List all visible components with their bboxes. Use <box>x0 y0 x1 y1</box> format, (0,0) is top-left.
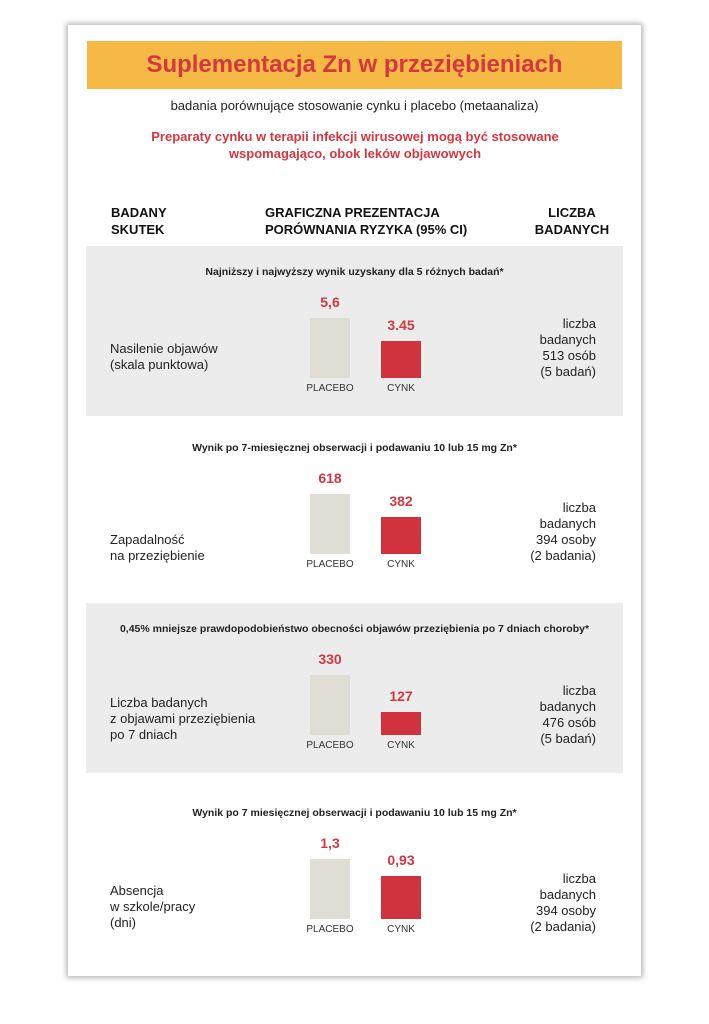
column-header-count <box>527 204 617 238</box>
page-subtitle: badania porównujące stosowanie cynku i placebo (metaanaliza) <box>170 98 539 113</box>
cynk-bar <box>381 517 421 554</box>
cynk-value-label: 127 <box>389 688 413 704</box>
count-label: liczba badanych 394 osoby (2 badania) <box>530 871 596 934</box>
row-header: Najniższy i najwyższy wynik uzyskany dla 5 różnych badań* <box>205 266 504 278</box>
placebo-bar <box>310 675 350 735</box>
count-label: liczba badanych 513 osób (5 badań) <box>539 316 596 379</box>
info-note <box>110 128 600 162</box>
effect-label: Nasilenie objawów (skala punktowa) <box>110 341 218 372</box>
cynk-value-label: 382 <box>389 493 413 509</box>
row-header: Wynik po 7-miesięcznej obserwacji i podawaniu 10 lub 15 mg Zn* <box>192 442 517 454</box>
count-label: liczba badanych 394 osoby (2 badania) <box>530 500 596 563</box>
column-header-count-line1: LICZBA <box>548 205 596 220</box>
placebo-value-label: 330 <box>318 651 342 667</box>
placebo-category-label: PLACEBO <box>306 740 354 751</box>
cynk-value-label: 0,93 <box>387 852 415 868</box>
row-header: Wynik po 7 miesięcznej obserwacji i podawaniu 10 lub 15 mg Zn* <box>192 807 517 819</box>
cynk-bar <box>381 341 421 378</box>
effect-label: Absencja w szkole/pracy (dni) <box>110 883 196 930</box>
count-label: liczba badanych 476 osób (5 badań) <box>539 683 596 746</box>
column-header-graphic-line2: PORÓWNANIA RYZYKA (95% CI) <box>265 222 468 237</box>
placebo-bar <box>310 494 350 554</box>
placebo-bar <box>310 859 350 919</box>
column-header-effect-line1: BADANY <box>111 205 167 220</box>
cynk-bar <box>381 712 421 735</box>
effect-label: Liczba badanych z objawami przeziębienia po 7 dniach <box>110 695 256 742</box>
placebo-bar <box>310 318 350 378</box>
page-title: Suplementacja Zn w przeziębieniach <box>146 51 563 78</box>
cynk-category-label: CYNK <box>387 383 415 394</box>
cynk-category-label: CYNK <box>387 559 415 570</box>
column-header-graphic <box>265 204 467 238</box>
info-note-line2: wspomagająco, obok leków objawowych <box>228 146 482 161</box>
cynk-category-label: CYNK <box>387 924 415 935</box>
column-header-effect-line2: SKUTEK <box>111 222 165 237</box>
placebo-category-label: PLACEBO <box>306 383 354 394</box>
placebo-value-label: 618 <box>318 470 342 486</box>
column-header-count-line2: BADANYCH <box>534 222 610 237</box>
placebo-value-label: 1,3 <box>320 835 340 851</box>
column-header-effect <box>111 204 167 238</box>
placebo-value-label: 5,6 <box>320 294 340 310</box>
cynk-bar <box>381 876 421 919</box>
cynk-category-label: CYNK <box>387 740 415 751</box>
row-header: 0,45% mniejsze prawdopodobieństwo obecności objawów przeziębienia po 7 dniach choroby* <box>119 623 590 635</box>
cynk-value-label: 3.45 <box>387 317 415 333</box>
column-header-graphic-line1: GRAFICZNA PREZENTACJA <box>265 205 440 220</box>
placebo-category-label: PLACEBO <box>306 559 354 570</box>
info-note-line1: Preparaty cynku w terapii infekcji wirusowej mogą być stosowane <box>151 129 559 144</box>
placebo-category-label: PLACEBO <box>306 924 354 935</box>
effect-label: Zapadalność na przeziębienie <box>110 532 205 563</box>
